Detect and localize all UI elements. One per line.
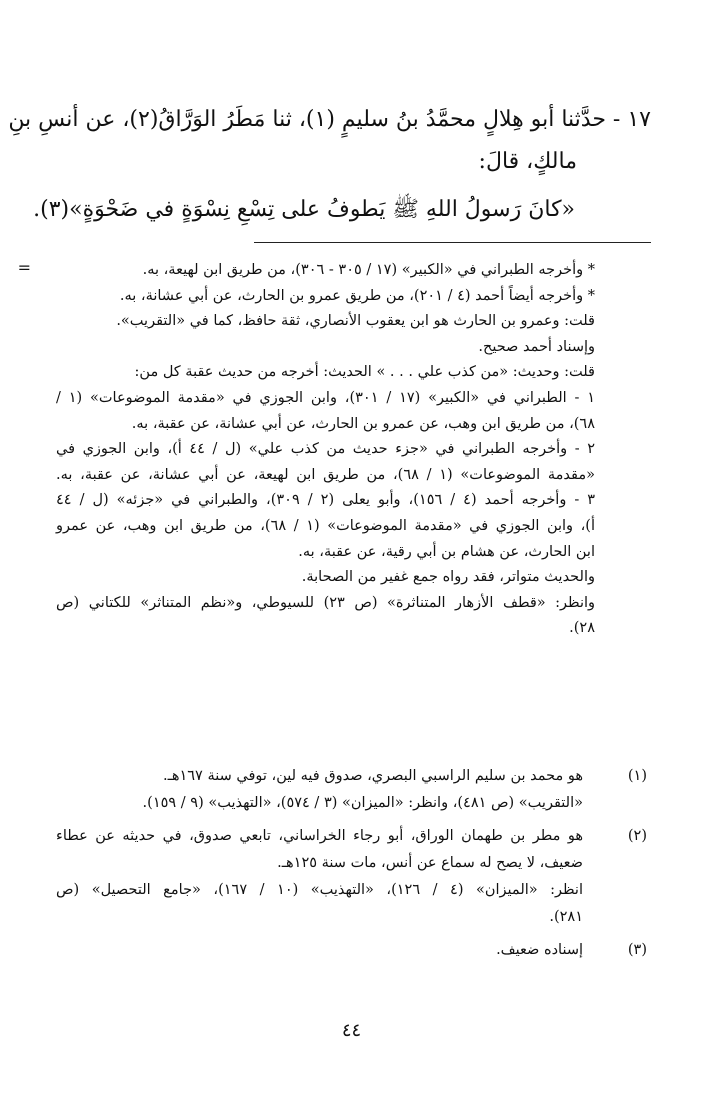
- footnote-line: ٢٨).: [569, 620, 595, 637]
- footnote-line: هو مطر بن طهمان الوراق، أبو رجاء الخراساني، تابعي صدوق، في حديثه عن عطاء: [56, 828, 583, 844]
- footnote-line: هو محمد بن سليم الراسبي البصري، صدوق فيه لين، توفي سنة ١٦٧هـ.: [162, 768, 583, 784]
- footnote-line: انظر: «الميزان» (٤ / ١٢٦)، «التهذيب» (١٠ / ١٦٧)، «جامع التحصيل» (ص: [56, 882, 583, 898]
- footnote-line: * وأخرجه أيضاً أحمد (٤ / ٢٠١)، من طريق عمرو بن الحارث، عن أبي عشانة، به.: [119, 287, 595, 304]
- page-number: ٤٤: [341, 1020, 362, 1041]
- footnote-number: (٢): [627, 828, 647, 844]
- footnote-line: والحديث متواتر، فقد رواه جمع غفير من الصحابة.: [301, 569, 595, 586]
- footnote-1: [56, 763, 647, 817]
- footnote-line: ٦٨)، من طريق ابن وهب، عن عمرو بن الحارث، عن أبي عشانة، عن عقبة، به.: [131, 415, 595, 432]
- footnote-line: «التقريب» (ص ٤٨١)، وانظر: «الميزان» (٣ / ٥٧٤)، «التهذيب» (٩ / ١٥٩).: [142, 795, 583, 811]
- footnote-line: وانظر: «قطف الأزهار المتناثرة» (ص ٢٣) للسيوطي، و«نظم المتناثر» للكتاني (ص: [56, 594, 596, 611]
- footnote-number: (٣): [627, 942, 647, 958]
- footnote-separator: [254, 242, 651, 243]
- footnote-line: ١ - الطبراني في «الكبير» (١٧ / ٣٠١)، وابن الجوزي في «مقدمة الموضوعات» (١ /: [56, 389, 596, 406]
- footnote-line: ٢٨١).: [549, 909, 583, 925]
- footnote-3: [56, 937, 647, 964]
- footnote-2: [56, 823, 647, 931]
- continued-footnote: [56, 258, 595, 642]
- hadith-isnad-line-end: مالكٍ، قالَ:: [478, 149, 577, 174]
- footnote-line: ضعيف، لا يصح له سماع عن أنس، مات سنة ١٢٥هـ.: [277, 855, 583, 871]
- footnote-line: إسناده ضعيف.: [496, 942, 583, 958]
- footnote-line: قلت: وحديث: «من كذب علي . . . » الحديث: أخرجه من حديث عقبة كل من:: [134, 364, 595, 381]
- hadith-text: [8, 100, 651, 230]
- footnote-line: ٢ - وأخرجه الطبراني في «جزء حديث من كذب علي» (ل / ٤٤ أ)، وابن الجوزي في: [56, 441, 595, 458]
- footnote-line: «مقدمة الموضوعات» (١ / ٦٨)، من طريق ابن لهيعة، عن أبي عشانة، عن عقبة، به.: [56, 466, 595, 483]
- footnote-line: ابن الحارث، عن هشام بن أبي رقية، عن عقبة، به.: [298, 543, 595, 560]
- continuation-mark: =: [17, 258, 31, 277]
- footnotes: [56, 763, 647, 970]
- hadith-matn: «كانَ رَسولُ اللهِ ﷺ يَطوفُ على تِسْعِ نِسْوَةٍ في ضَحْوَةٍ»(٣).: [33, 197, 575, 222]
- footnote-line: * وأخرجه الطبراني في «الكبير» (١٧ / ٣٠٥ - ٣٠٦)، من طريق ابن لهيعة، به.: [142, 262, 595, 278]
- footnote-line: أ)، وابن الجوزي في «مقدمة الموضوعات» (١ / ٦٨)، من طريق ابن وهب، عن عمرو: [56, 517, 595, 534]
- footnote-line: وإسناد أحمد صحيح.: [478, 338, 595, 355]
- hadith-isnad-line: ١٧ - حدَّثنا أبو هِلالٍ محمَّدُ بنُ سليمٍ (١)، ثنا مَطَرُ الوَرَّاقُ(٢)، عن أنسِ بنِ: [8, 107, 651, 132]
- footnote-line: ٣ - وأخرجه أحمد (٤ / ١٥٦)، وأبو يعلى (٢ / ٣٠٩)، والطبراني في «جزئه» (ل / ٤٤: [56, 492, 596, 509]
- footnote-line: قلت: وعمرو بن الحارث هو ابن يعقوب الأنصاري، ثقة حافظ، كما في «التقريب».: [116, 313, 595, 330]
- footnote-number: (١): [627, 768, 647, 784]
